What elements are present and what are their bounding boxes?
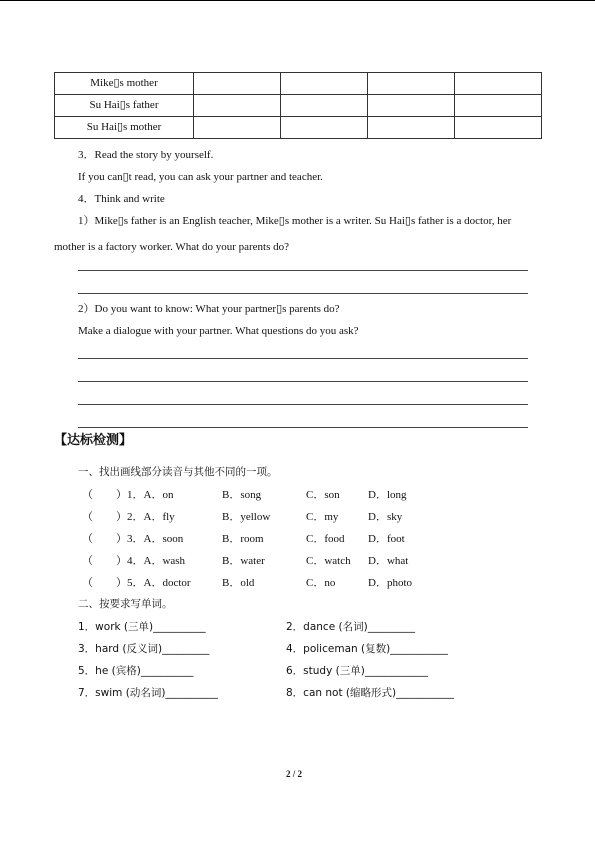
table-cell-blank[interactable]: [281, 117, 368, 139]
question-option-c: C．son: [306, 489, 340, 501]
answer-line[interactable]: [78, 427, 528, 428]
table-row: [55, 117, 542, 139]
answer-line[interactable]: [78, 381, 528, 382]
question-option-b: B．room: [222, 533, 264, 545]
word-task[interactable]: 8．can not (缩略形式)___________: [286, 687, 454, 699]
question-option-d: D．what: [368, 555, 409, 567]
question-option-a: ）2．A．fly: [116, 511, 175, 523]
table-cell-blank[interactable]: [368, 73, 455, 95]
table-cell-name: Mike▯s mother: [55, 73, 194, 95]
table-cell-blank[interactable]: [281, 95, 368, 117]
question-option-a: ）1．A．on: [116, 489, 174, 501]
answer-line[interactable]: [78, 358, 528, 359]
task4-q1-line1: 1）Mike▯s father is an English teacher, Mike▯s mother is a writer. Su Hai▯s father is a doctor, her: [78, 215, 512, 227]
table-cell-blank[interactable]: [194, 95, 281, 117]
page-number: 2 / 2: [286, 769, 303, 779]
question-option-b: B．water: [222, 555, 265, 567]
top-rule: [0, 0, 595, 1]
task4-title: 4．Think and write: [78, 193, 165, 205]
word-task[interactable]: 7．swim (动名词)__________: [78, 687, 218, 699]
question-option-d: D．long: [368, 489, 407, 501]
table-cell-blank[interactable]: [455, 73, 542, 95]
question-option-b: B．old: [222, 577, 255, 589]
question-option-c: C．my: [306, 511, 339, 523]
table-row: [55, 95, 542, 117]
answer-paren[interactable]: （: [82, 533, 93, 545]
answer-paren[interactable]: （: [82, 577, 93, 589]
table-cell-name: Su Hai▯s father: [55, 95, 194, 117]
family-jobs-table: [54, 72, 542, 139]
word-task[interactable]: 5．he (宾格)__________: [78, 665, 194, 677]
word-task[interactable]: 3．hard (反义词)_________: [78, 643, 210, 655]
question-option-b: B．song: [222, 489, 262, 501]
question-option-b: B．yellow: [222, 511, 271, 523]
table-cell-blank[interactable]: [455, 117, 542, 139]
table-cell-blank[interactable]: [194, 73, 281, 95]
question-option-d: D．sky: [368, 511, 403, 523]
task3-text: If you can▯t read, you can ask your partner and teacher.: [78, 171, 323, 183]
part2-title: 二、按要求写单词。: [78, 598, 173, 610]
word-task[interactable]: 6．study (三单)____________: [286, 665, 428, 677]
word-task[interactable]: 2．dance (名词)_________: [286, 621, 415, 633]
task4-q1-line2: mother is a factory worker. What do your parents do?: [54, 241, 290, 253]
table-cell-blank[interactable]: [368, 95, 455, 117]
word-task[interactable]: 1．work (三单)__________: [78, 621, 206, 633]
task3-title: 3．Read the story by yourself.: [78, 149, 214, 161]
question-option-c: C．watch: [306, 555, 351, 567]
answer-paren[interactable]: （: [82, 489, 93, 501]
task4-q2-line2: Make a dialogue with your partner. What questions do you ask?: [78, 325, 359, 337]
answer-paren[interactable]: （: [82, 555, 93, 567]
part1-title: 一、找出画线部分读音与其他不同的一项。: [78, 466, 278, 478]
table-cell-blank[interactable]: [194, 117, 281, 139]
answer-paren[interactable]: （: [82, 511, 93, 523]
question-option-d: D．photo: [368, 577, 412, 589]
question-option-a: ）5．A．doctor: [116, 577, 191, 589]
section-heading: 【达标检测】: [54, 433, 133, 448]
table-cell-blank[interactable]: [368, 117, 455, 139]
table-cell-name: Su Hai▯s mother: [55, 117, 194, 139]
table-cell-blank[interactable]: [455, 95, 542, 117]
question-option-c: C．food: [306, 533, 345, 545]
question-option-d: D．foot: [368, 533, 405, 545]
answer-line[interactable]: [78, 404, 528, 405]
task4-q2-line1: 2）Do you want to know: What your partner▯s parents do?: [78, 303, 340, 315]
table-row: [55, 73, 542, 95]
question-option-a: ）3．A．soon: [116, 533, 184, 545]
answer-line[interactable]: [78, 270, 528, 271]
question-option-c: C．no: [306, 577, 336, 589]
word-task[interactable]: 4．policeman (复数)___________: [286, 643, 448, 655]
table-cell-blank[interactable]: [281, 73, 368, 95]
question-option-a: ）4．A．wash: [116, 555, 186, 567]
answer-line[interactable]: [78, 293, 528, 294]
